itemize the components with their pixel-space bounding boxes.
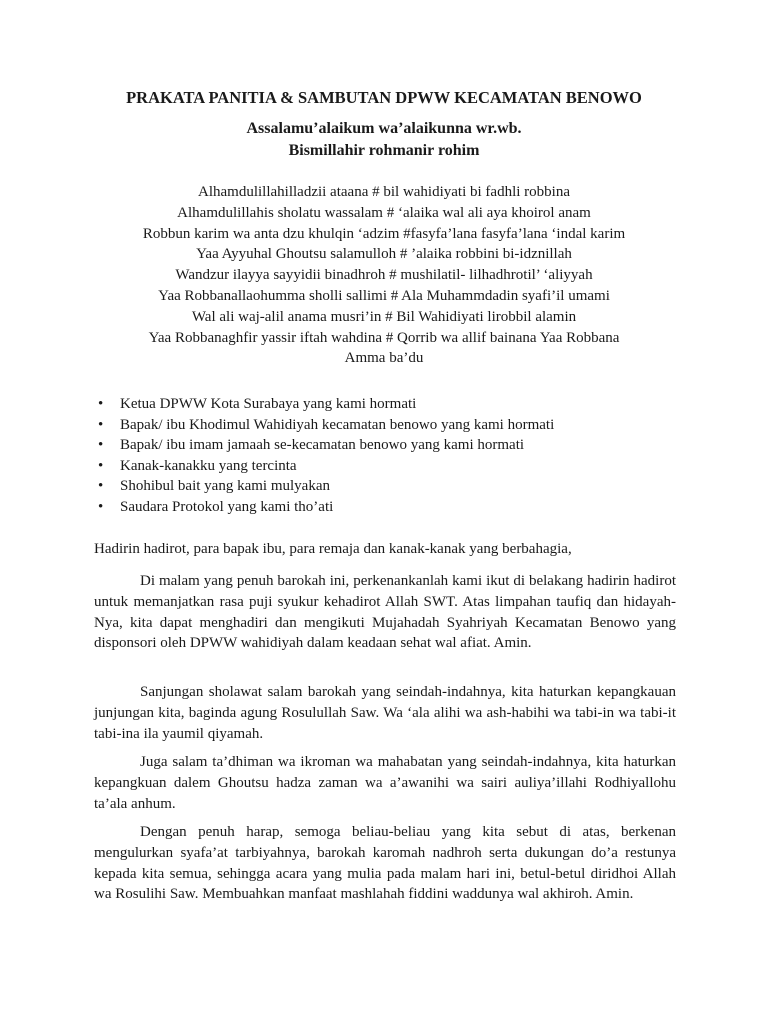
list-item	[96, 456, 696, 477]
body-paragraph: Juga salam ta’dhiman wa ikroman wa mahabatan yang seindah-indahnya, kita haturkan kepangkuan dalem Ghoutsu hadza zaman wa a’awanihi wa sairi auliya’illahi Rodhiyallohu ta’ala anhum.	[94, 754, 676, 812]
list-item-text: Ketua DPWW Kota Surabaya yang kami hormati	[120, 396, 417, 412]
salam-line: Assalamu’alaikum wa’alaikunna wr.wb.	[246, 120, 522, 137]
body-paragraph: Dengan penuh harap, semoga beliau-beliau yang kita sebut di atas, berkenan mengulurkan syafa’at tarbiyahnya, barokah karomah nadhroh serta dukungan do’a restunya kepada kita semua, sehingga acara yang mulia pada malam hari ini, betul-betul diridhoi Allah wa Rosulihi Saw. Membuahkan manfaat mashlahah fiddini waddunya wal akhiroh. Amin.	[94, 824, 676, 903]
list-item	[96, 497, 696, 518]
bullet-icon: •	[98, 416, 104, 433]
body-paragraph: Sanjungan sholawat salam barokah yang seindah-indahnya, kita haturkan kepangkauan junjungan kita, baginda agung Rosulullah Saw. Wa ‘ala alihi wa ash-habihi wa tabi-in wa tabi-it tabi-ina ila yaumil qiyamah.	[94, 684, 676, 742]
poem-line: Amma ba’du	[344, 350, 424, 367]
list-item	[96, 476, 696, 497]
list-item-text: Kanak-kanakku yang tercinta	[120, 457, 297, 474]
poem-line: Yaa Robbanallaohumma sholli sallimi # Ala Muhammdadin syafi’il umami	[158, 287, 610, 304]
audience-greeting: Hadirin hadirot, para bapak ibu, para remaja dan kanak-kanak yang berbahagia,	[94, 541, 572, 557]
list-item	[96, 394, 696, 415]
opening-poem	[0, 182, 768, 369]
bullet-icon: •	[98, 396, 104, 412]
basmalah-line: Bismillahir rohmanir rohim	[288, 142, 480, 159]
bullet-icon: •	[98, 478, 104, 495]
bullet-icon: •	[98, 498, 104, 515]
poem-line: Alhamdulillahis sholatu wassalam # ‘alaika wal ali aya khoirol anam	[177, 204, 591, 221]
poem-line: Wal ali waj-alil anama musri’in # Bil Wahidiyati lirobbil alamin	[191, 308, 577, 325]
list-item	[96, 435, 696, 456]
poem-line: Alhamdulillahilladzii ataana # bil wahidiyati bi fadhli robbina	[198, 184, 570, 200]
list-item-text: Shohibul bait yang kami mulyakan	[120, 478, 330, 495]
poem-line: Robbun karim wa anta dzu khulqin ‘adzim #fasyfa’lana fasyfa’lana ‘indal karim	[142, 225, 626, 242]
bullet-icon: •	[98, 437, 104, 454]
list-item	[96, 415, 696, 436]
bullet-icon: •	[98, 457, 104, 474]
list-item-text: Saudara Protokol yang kami tho’ati	[120, 498, 334, 515]
list-item-text: Bapak/ ibu imam jamaah se-kecamatan benowo yang kami hormati	[120, 437, 525, 454]
poem-line: Yaa Ayyuhal Ghoutsu salamulloh # ’alaika robbini bi-idznillah	[196, 246, 572, 263]
page-title: PRAKATA PANITIA & SAMBUTAN DPWW KECAMATAN BENOWO	[126, 88, 642, 107]
body-paragraph: Di malam yang penuh barokah ini, perkenankanlah kami ikut di belakang hadirin hadirot untuk memanjatkan rasa puji syukur kehadirot Allah SWT. Atas limpahan taufiq dan hidayah-Nya, kita dapat menghadiri dan mengikuti Mujahadah Syahriyah Kecamatan Benowo yang disponsori oleh DPWW wahidiyah dalam keadaan sehat wal afiat. Amin.	[94, 573, 676, 652]
poem-line: Wandzur ilayya sayyidii binadhroh # mushilatil- lilhadhrotil’ ‘aliyyah	[175, 267, 593, 284]
addressee-list	[96, 394, 696, 518]
poem-line: Yaa Robbanaghfir yassir iftah wahdina # Qorrib wa allif bainana Yaa Robbana	[148, 329, 620, 346]
opening-salutation	[0, 118, 768, 162]
list-item-text: Bapak/ ibu Khodimul Wahidiyah kecamatan benowo yang kami hormati	[120, 416, 555, 433]
